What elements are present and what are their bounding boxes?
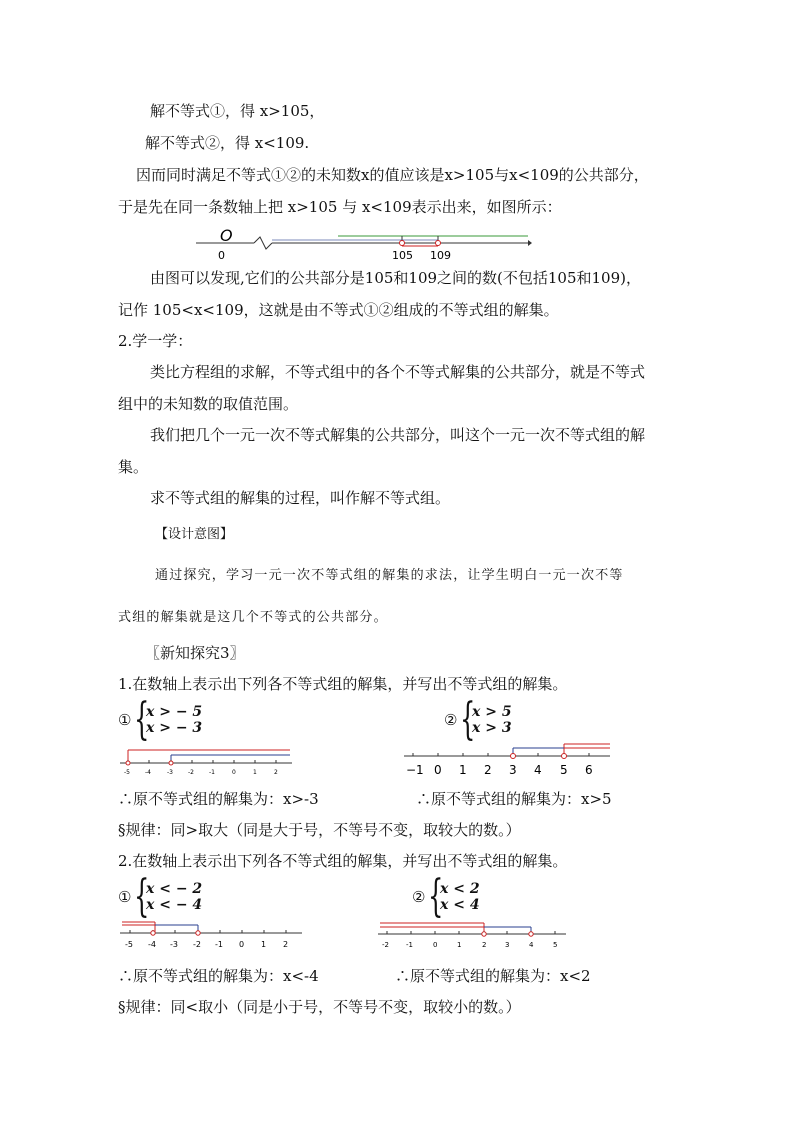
system-2-line-2: x > 3	[472, 720, 512, 736]
system-1	[134, 694, 214, 745]
line-15: 式组的解集就是这几个不等式的公共部分。	[118, 610, 388, 625]
tick-label: 1	[457, 941, 462, 949]
zero-label: 0	[218, 249, 225, 262]
system-1-mark: ①	[118, 711, 132, 729]
tick-label: 2	[484, 763, 492, 777]
open-point	[529, 932, 533, 936]
system-2-line-1: x > 5	[472, 704, 512, 720]
tick-label: 3	[505, 941, 510, 949]
open-point	[126, 761, 130, 765]
open-point	[169, 761, 173, 765]
tick-label: 1	[459, 763, 467, 777]
line-17: 1.在数轴上表示出下列各不等式组的解集，并写出不等式组的解集。	[118, 675, 568, 693]
tick-label: 1	[253, 769, 257, 776]
tick-label: 5	[560, 763, 568, 777]
number-line-4	[376, 918, 576, 950]
system-3-line-2: x < − 4	[146, 897, 203, 913]
tick-label: -3	[167, 769, 173, 776]
system-3-mark: ①	[118, 888, 132, 906]
tick-label-105: 105	[392, 249, 413, 262]
line-5: 由图可以发现,它们的公共部分是105和109之间的数(不包括105和109)，	[150, 269, 641, 287]
axis-arrow	[528, 240, 532, 246]
line-20: 2.在数轴上表示出下列各不等式组的解集，并写出不等式组的解集。	[118, 852, 568, 870]
tick-label: -5	[125, 940, 133, 949]
axis-break	[254, 237, 272, 249]
line-10: 我们把几个一元一次不等式解集的公共部分，叫这个一元一次不等式组的解	[150, 426, 646, 444]
system-1-line-1: x > − 5	[146, 704, 203, 720]
system-4	[428, 871, 508, 922]
line-7: 2.学一学：	[118, 332, 193, 350]
tick-label: 2	[274, 769, 278, 776]
line-19: §规律：同>取大（同是大于号，不等号不变，取较大的数。）	[118, 821, 521, 839]
tick-label: -2	[188, 769, 194, 776]
system-2	[460, 694, 540, 745]
line-2: 解不等式②，得 x<109.	[145, 134, 310, 152]
line-21b: ∴原不等式组的解集为：x<2	[395, 967, 591, 985]
open-point	[482, 932, 486, 936]
tick-label: -1	[209, 769, 215, 776]
line-13: 【设计意图】	[155, 527, 234, 542]
tick-label: 0	[232, 769, 236, 776]
line-22: §规律：同<取小（同是小于号，不等号不变，取较小的数。）	[118, 998, 521, 1016]
system-2-mark: ②	[444, 711, 458, 729]
line-11: 集。	[118, 458, 149, 476]
tick-label: 0	[434, 763, 442, 777]
tick-label: -3	[170, 940, 178, 949]
number-line-1	[118, 744, 298, 778]
open-point	[151, 931, 155, 935]
open-point	[511, 754, 516, 759]
number-line-105-109	[192, 222, 532, 264]
origin-label: O	[220, 226, 233, 245]
line-4: 于是先在同一条数轴上把 x>105 与 x<109表示出来，如图所示：	[118, 198, 562, 216]
tick-label: 2	[482, 941, 487, 949]
tick-label: -1	[215, 940, 223, 949]
tick-label: 4	[529, 941, 534, 949]
line-18a: ∴原不等式组的解集为：x>-3	[118, 790, 319, 808]
tick-label: 5	[553, 941, 558, 949]
number-line-3	[118, 916, 308, 950]
system-4-line-2: x < 4	[440, 897, 480, 913]
system-3	[134, 871, 214, 922]
number-line-2	[402, 740, 614, 778]
tick-label: -5	[124, 769, 130, 776]
brace-icon: {	[460, 694, 476, 745]
line-9: 组中的未知数的取值范围。	[118, 395, 299, 413]
tick-label: −1	[406, 763, 424, 777]
tick-label: 0	[239, 940, 245, 949]
tick-label: 2	[283, 940, 289, 949]
line-16: 〖新知探究3〗	[145, 644, 245, 662]
brace-icon: {	[428, 871, 444, 922]
open-point-109	[436, 241, 441, 246]
tick-label: 6	[585, 763, 593, 777]
tick-label: -1	[406, 941, 413, 949]
line-6: 记作 105<x<109，这就是由不等式①②组成的不等式组的解集。	[118, 301, 559, 319]
tick-label: 3	[509, 763, 517, 777]
line-12: 求不等式组的解集的过程，叫作解不等式组。	[150, 489, 451, 507]
system-3-line-1: x < − 2	[146, 881, 203, 897]
tick-label: 1	[261, 940, 267, 949]
system-4-mark: ②	[412, 888, 426, 906]
brace-icon: {	[134, 694, 150, 745]
line-18b: ∴原不等式组的解集为：x>5	[416, 790, 612, 808]
system-1-line-2: x > − 3	[146, 720, 203, 736]
line-21a: ∴原不等式组的解集为：x<-4	[118, 967, 319, 985]
tick-label: -2	[382, 941, 389, 949]
line-3: 因而同时满足不等式①②的未知数x的值应该是x>105与x<109的公共部分，	[136, 166, 649, 184]
tick-label: 0	[433, 941, 438, 949]
open-point	[562, 754, 567, 759]
system-4-line-1: x < 2	[440, 881, 480, 897]
tick-label: -2	[193, 940, 201, 949]
open-point	[196, 931, 200, 935]
line-8: 类比方程组的求解，不等式组中的各个不等式解集的公共部分，就是不等式	[150, 363, 646, 381]
tick-label: -4	[148, 940, 156, 949]
line-1: 解不等式①，得 x>105，	[150, 102, 325, 120]
tick-label: 4	[534, 763, 542, 777]
tick-label: -4	[145, 769, 151, 776]
brace-icon: {	[134, 871, 150, 922]
open-point-105	[400, 241, 405, 246]
tick-label-109: 109	[430, 249, 451, 262]
line-14: 通过探究，学习一元一次不等式组的解集的求法，让学生明白一元一次不等	[155, 568, 624, 583]
